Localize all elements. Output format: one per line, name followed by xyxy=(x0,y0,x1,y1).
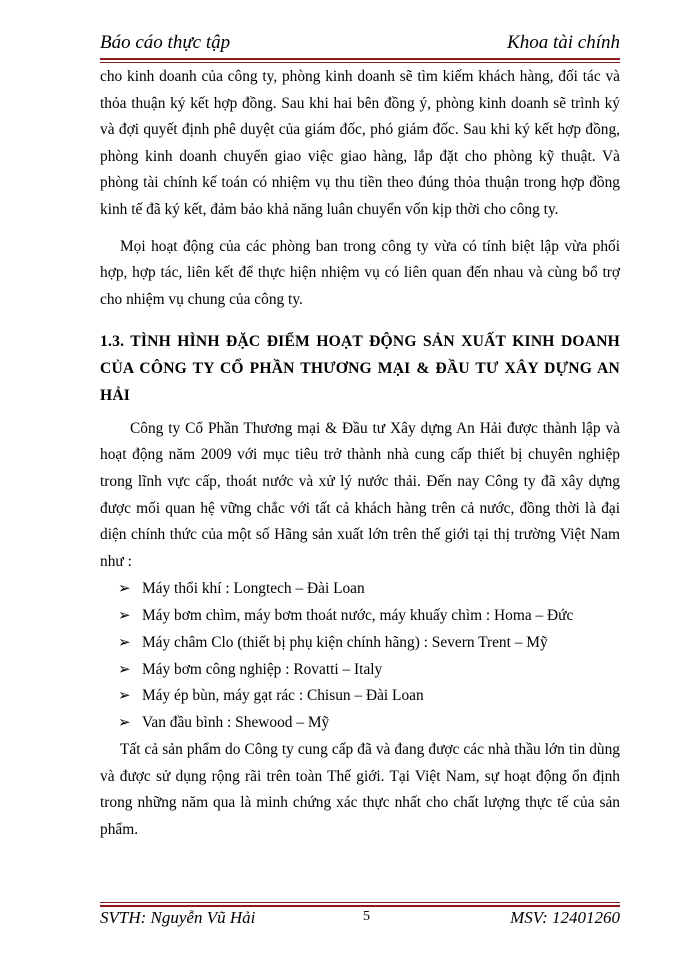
list-item-text: Máy bơm chìm, máy bơm thoát nước, máy khuấy chìm : Homa – Đức xyxy=(142,607,574,625)
page-header xyxy=(100,32,620,56)
list-item-text: Máy châm Clo (thiết bị phụ kiện chính hãng) : Severn Trent – Mỹ xyxy=(142,633,548,651)
page-number: 5 xyxy=(363,909,370,924)
list-item xyxy=(100,683,620,710)
list-item xyxy=(100,710,620,737)
page-footer xyxy=(100,908,620,930)
paragraph-1: cho kinh doanh của công ty, phòng kinh doanh sẽ tìm kiếm khách hàng, đối tác và thỏa thuận ký kết hợp đồng. Sau khi hai bên đồng ý, phòng kinh doanh sẽ trình ký và đợi quyết định phê duyệt của giám đốc, phó giám đốc. Sau khi ký kết hợp đồng, phòng kinh doanh chuyển giao việc giao hàng, lắp đặt cho phòng kỹ thuật. Và phòng tài chính kế toán có nhiệm vụ thu tiền theo đúng thỏa thuận trong hợp đồng kinh tế đã ký kết, đảm bảo khả năng luân chuyển vốn kịp thời cho công ty. xyxy=(100,68,620,218)
list-item-text: Máy bơm công nghiệp : Rovatti – Italy xyxy=(142,660,383,678)
list-item xyxy=(100,657,620,684)
header-rule-thick xyxy=(100,58,620,60)
list-item xyxy=(100,576,620,603)
section-heading: 1.3. TÌNH HÌNH ĐẶC ĐIỂM HOẠT ĐỘNG SẢN XUẤT KINH DOANH CỦA CÔNG TY CỔ PHẦN THƯƠNG MẠI & ĐẦU TƯ XÂY DỰNG AN HẢI xyxy=(100,333,620,404)
footer-rule-thick xyxy=(100,905,620,907)
paragraph-2: Mọi hoạt động của các phòng ban trong công ty vừa có tính biệt lập vừa phối hợp, hợp tác, liên kết để thực hiện nhiệm vụ có liên quan đến nhau và cùng bổ trợ cho nhiệm vụ chung của công ty. xyxy=(100,237,620,308)
header-rule-thin xyxy=(100,62,620,63)
header-department: Khoa tài chính xyxy=(507,32,620,53)
header-report-title: Báo cáo thực tập xyxy=(100,32,231,53)
list-item-text: Van đầu bình : Shewood – Mỹ xyxy=(142,714,330,732)
list-item xyxy=(100,630,620,657)
arrow-bullet-icon: ➢ xyxy=(118,715,131,732)
arrow-bullet-icon: ➢ xyxy=(118,634,131,651)
arrow-bullet-icon: ➢ xyxy=(118,581,131,598)
paragraph-3: Công ty Cổ Phần Thương mại & Đầu tư Xây dựng An Hải được thành lập và hoạt động năm 2009 với mục tiêu trở thành nhà cung cấp thiết bị chuyên nghiệp trong lĩnh vực cấp, thoát nước và xử lý nước thải. Đến nay Công ty đã xây dựng được mối quan hệ vững chắc với tất cả khách hàng trên cả nước, đồng thời là đại diện chính thức của một số Hãng sản xuất lớn trên thế giới tại thị trường Việt Nam như : xyxy=(100,419,620,570)
list-item xyxy=(100,603,620,630)
footer-student-name: SVTH: Nguyễn Vũ Hải xyxy=(100,908,256,927)
footer-rule-thin xyxy=(100,902,620,903)
product-list xyxy=(100,576,620,737)
arrow-bullet-icon: ➢ xyxy=(118,661,131,678)
list-item-text: Máy ép bùn, máy gạt rác : Chisun – Đài Loan xyxy=(142,687,424,705)
paragraph-4: Tất cả sản phẩm do Công ty cung cấp đã và đang được các nhà thầu lớn tin dùng và được sử dụng rộng rãi trên toàn Thế giới. Tại Việt Nam, sự hoạt động ổn định trong những năm qua là minh chứng xác thực nhất cho chất lượng thực tế của sản phẩm. xyxy=(100,741,620,838)
arrow-bullet-icon: ➢ xyxy=(118,688,131,705)
page-content xyxy=(100,64,620,843)
list-item-text: Máy thổi khí : Longtech – Đài Loan xyxy=(142,580,365,598)
arrow-bullet-icon: ➢ xyxy=(118,608,131,625)
footer-student-id: MSV: 12401260 xyxy=(510,908,620,927)
